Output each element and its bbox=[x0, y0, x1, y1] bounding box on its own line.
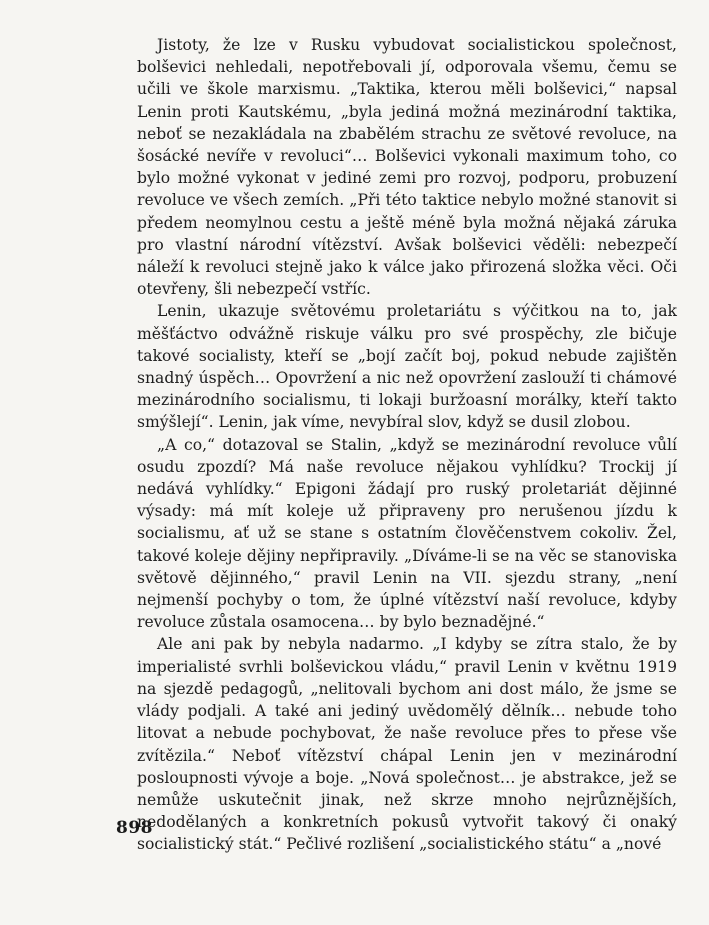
paragraph-4: Ale ani pak by nebyla nadarmo. „I kdyby se zítra stalo, že by imperialisté svrhli bolševickou vládu,“ pravil Lenin v květnu 1919 na sjezdě pedagogů, „nelitovali bychom ani dost málo, že jsme se vlády podjali. A také ani jediný uvědomělý dělník… nebude toho litovat a nebude pochybovat, že naše revoluce přes to přese vše zvítězila.“ Neboť vítězství chápal Lenin jen v mezinárodní posloupnosti vývoje a boje. „Nová společnost… je abstrakce, jež se nemůže uskutečnit jinak, než skrze mnoho nejrůznějších, nedodělaných a konkretních pokusů vytvořit takový či onaký socialistický stát.“ Pečlivé rozlišení „socialistického státu“ a „nové bbox=[137, 635, 677, 854]
paragraph-2: Lenin, ukazuje světovému proletariátu s výčitkou na to, jak měšťáctvo odvážně riskuje válku pro své prospěchy, zle bičuje takové socialisty, kteří se „bojí začít boj, pokud nebude zajištěn snadný úspěch… Opovržení a nic než opovržení zaslouží ti chámové mezinárodního socialismu, ti lokaji buržoasní morálky, kteří takto smýšlejí“. Lenin, jak víme, nevybíral slov, když se dusil zlobou. bbox=[137, 302, 677, 432]
page-body bbox=[137, 34, 677, 856]
page-number: 898 bbox=[116, 818, 153, 838]
paragraph-3: „A co,“ dotazoval se Stalin, „když se mezinárodní revoluce vůlí osudu zpozdí? Má naše revoluce nějakou vyhlídku? Trockij jí nedává vyhlídky.“ Epigoni žádají pro ruský proletariát dějinné výsady: má mít koleje už připraveny pro nerušenou jízdu k socialismu, ať už se stane s ostatním člověčenstvem cokoliv. Žel, takové koleje dějiny nepřipravily. „Díváme-li se na věc se stanoviska světově dějinného,“ pravil Lenin na VII. sjezdu strany, „není nejmenší pochyby o tom, že úplné vítězství naší revoluce, kdyby revoluce zůstala osamocena… by bylo beznadějné.“ bbox=[137, 435, 677, 632]
paragraph-1: Jistoty, že lze v Rusku vybudovat socialistickou společnost, bolševici nehledali, nepotřebovali jí, odporovala všemu, čemu se učili ve škole marxismu. „Taktika, kterou měli bolševici,“ napsal Lenin proti Kautskému, „byla jediná možná mezinárodní taktika, neboť se nezakládala na zbabělém strachu ze světové revoluce, na šosácké nevíře v revoluci“… Bolševici vykonali maximum toho, co bylo možné vykonat v jediné zemi pro rozvoj, podporu, probuzení revoluce ve všech zemích. „Při této taktice nebylo možné stanovit si předem neomylnou cestu a ještě méně byla možná nějaká záruka pro vlastní národní vítězství. Avšak bolševici věděli: nebezpečí náleží k revoluci stejně jako k válce jako přirozená složka věci. Oči otevřeny, šli nebezpečí vstříc. bbox=[137, 36, 677, 299]
